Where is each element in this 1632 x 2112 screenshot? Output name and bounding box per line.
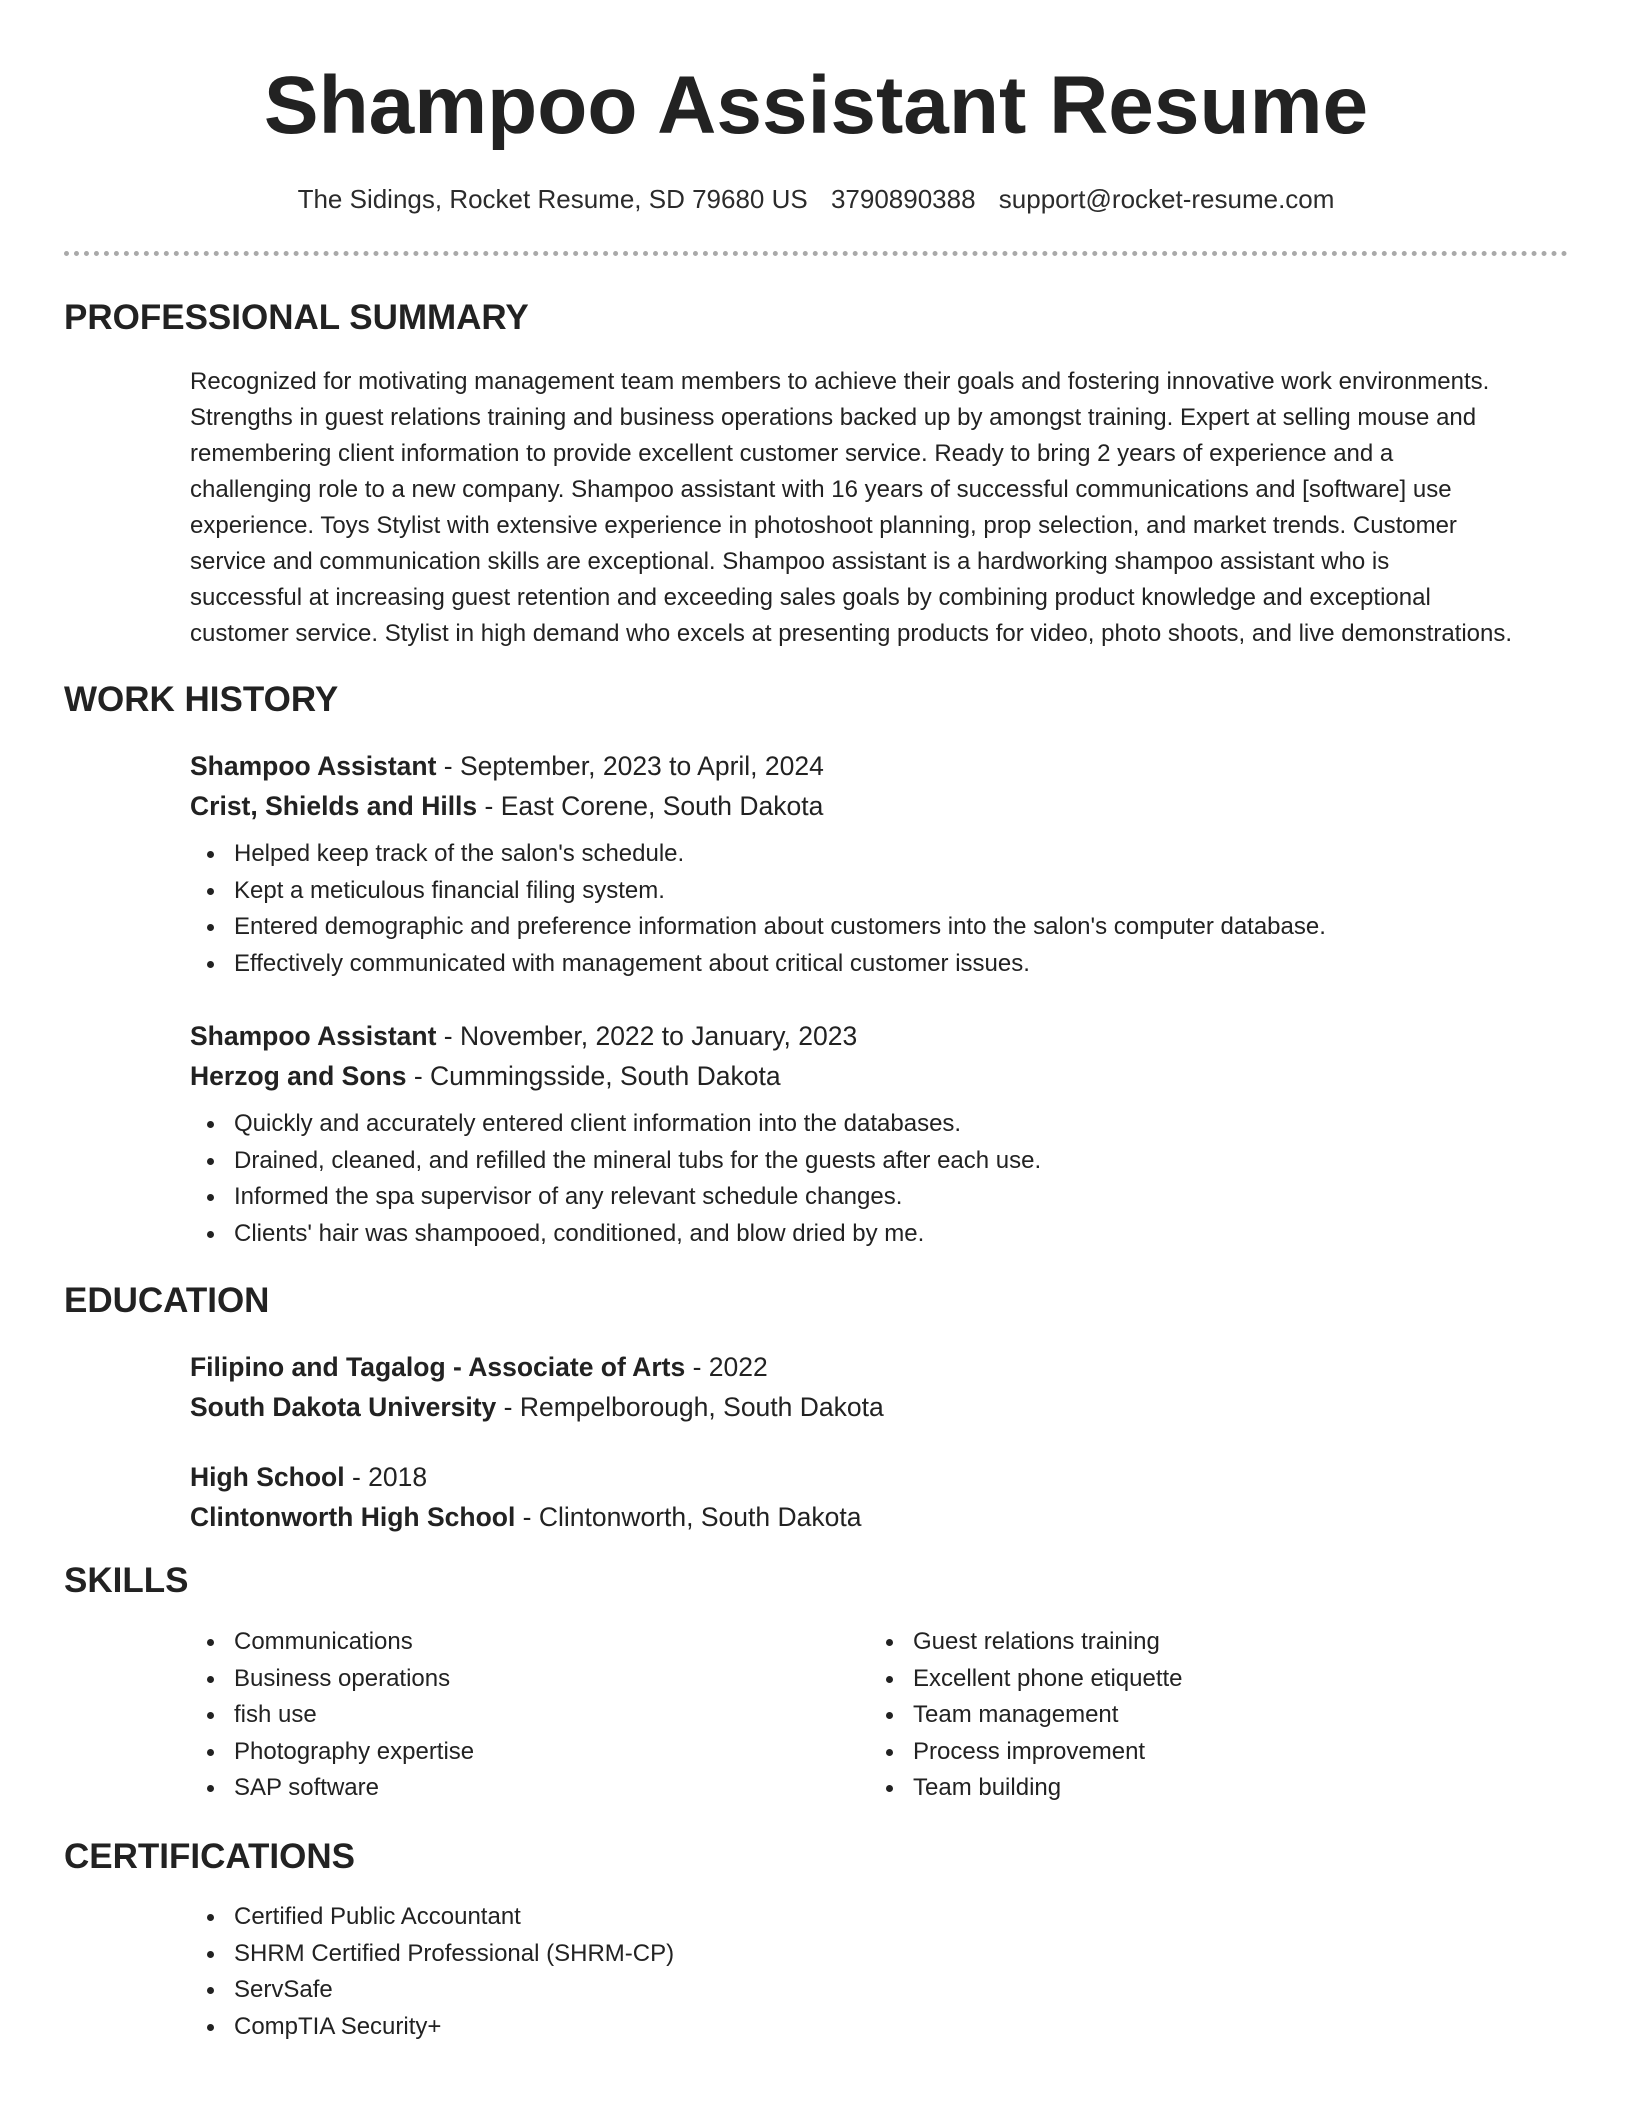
list-item: Informed the spa supervisor of any relevant schedule changes. (190, 1179, 1570, 1216)
list-item: Photography expertise (190, 1734, 850, 1771)
list-item: Business operations (190, 1661, 850, 1698)
list-item: SHRM Certified Professional (SHRM-CP) (190, 1936, 1570, 1973)
resume-title: Shampoo Assistant Resume (263, 60, 1369, 151)
summary-line: Recognized for motivating management team members to achieve their goals and fostering innovative work environments. (190, 368, 1490, 395)
list-item: Excellent phone etiquette (869, 1661, 1529, 1698)
list-item: Certified Public Accountant (190, 1899, 1570, 1936)
list-item: SAP software (190, 1770, 850, 1807)
job-company-line (190, 786, 1570, 826)
job-company: Crist, Shields and Hills (190, 791, 478, 821)
summary-line: customer service. Stylist in high demand who excels at presenting products for video, photo shoots, and live demonstrations. (190, 620, 1513, 647)
school: South Dakota University (190, 1392, 497, 1422)
list-item: Entered demographic and preference information about customers into the salon's computer database. (190, 909, 1570, 946)
school-location: - Clintonworth, South Dakota (515, 1502, 862, 1532)
job-dates: - September, 2023 to April, 2024 (436, 751, 824, 781)
list-item: Effectively communicated with management about critical customer issues. (190, 946, 1570, 983)
degree-year: - 2022 (685, 1352, 768, 1382)
summary-line: successful at increasing guest retention and exceeding sales goals by combining product knowledge and exceptional (190, 584, 1431, 611)
job-title-line (190, 746, 1570, 786)
list-item: Quickly and accurately entered client information into the databases. (190, 1106, 1570, 1143)
job-location: - East Corene, South Dakota (477, 791, 824, 821)
school: Clintonworth High School (190, 1502, 516, 1532)
job-duties (190, 836, 1570, 982)
list-item: Clients' hair was shampooed, conditioned, and blow dried by me. (190, 1216, 1570, 1253)
summary-section (190, 364, 1570, 652)
job-duties (190, 1106, 1570, 1252)
list-item: fish use (190, 1697, 850, 1734)
job-company-line (190, 1056, 1570, 1096)
job-location: - Cummingsside, South Dakota (406, 1061, 781, 1091)
education-entry (190, 1347, 1570, 1427)
contact-info (0, 182, 1632, 216)
summary-line: experience. Toys Stylist with extensive experience in photoshoot planning, prop selection, and market trends. Customer (190, 512, 1457, 539)
list-item: ServSafe (190, 1972, 1570, 2009)
list-item: Drained, cleaned, and refilled the mineral tubs for the guests after each use. (190, 1143, 1570, 1180)
list-item: Team building (869, 1770, 1529, 1807)
degree-line (190, 1457, 1570, 1497)
degree-year: - 2018 (344, 1462, 428, 1492)
list-item: Team management (869, 1697, 1529, 1734)
education-entry (190, 1457, 1570, 1537)
header-divider (64, 251, 1568, 256)
job-title: Shampoo Assistant (190, 751, 437, 781)
certifications-list (190, 1899, 1570, 2045)
job-title-line (190, 1016, 1570, 1056)
summary-heading: PROFESSIONAL SUMMARY (64, 298, 529, 337)
list-item: Process improvement (869, 1734, 1529, 1771)
education-heading: EDUCATION (64, 1281, 270, 1320)
summary-line: challenging role to a new company. Shampoo assistant with 16 years of successful communications and [software] use (190, 476, 1452, 503)
degree-line (190, 1347, 1570, 1387)
job-title: Shampoo Assistant (190, 1021, 437, 1051)
job-entry (190, 1016, 1570, 1096)
list-item: Helped keep track of the salon's schedule. (190, 836, 1570, 873)
skills-heading: SKILLS (64, 1561, 189, 1600)
job-dates: - November, 2022 to January, 2023 (436, 1021, 858, 1051)
summary-line: Strengths in guest relations training and business operations backed up by amongst training. Expert at selling mouse and (190, 404, 1477, 431)
list-item: Guest relations training (869, 1624, 1529, 1661)
contact-email: support@rocket-resume.com (998, 184, 1335, 214)
school-location: - Rempelborough, South Dakota (496, 1392, 884, 1422)
school-line (190, 1497, 1570, 1537)
degree: High School (190, 1462, 345, 1492)
job-entry (190, 746, 1570, 826)
degree: Filipino and Tagalog - Associate of Arts (190, 1352, 686, 1382)
skills-left-column (190, 1624, 850, 1807)
work-history-heading: WORK HISTORY (64, 680, 339, 719)
list-item: Kept a meticulous financial filing system. (190, 873, 1570, 910)
job-company: Herzog and Sons (190, 1061, 407, 1091)
certifications-heading: CERTIFICATIONS (64, 1837, 356, 1876)
list-item: Communications (190, 1624, 850, 1661)
contact-phone: 3790890388 (830, 184, 976, 214)
summary-line: service and communication skills are exceptional. Shampoo assistant is a hardworking shampoo assistant who is (190, 548, 1390, 575)
school-line (190, 1387, 1570, 1427)
list-item: CompTIA Security+ (190, 2009, 1570, 2046)
summary-line: remembering client information to provide excellent customer service. Ready to bring 2 years of experience and a (190, 440, 1394, 467)
contact-address: The Sidings, Rocket Resume, SD 79680 US (297, 184, 808, 214)
skills-right-column (869, 1624, 1529, 1807)
